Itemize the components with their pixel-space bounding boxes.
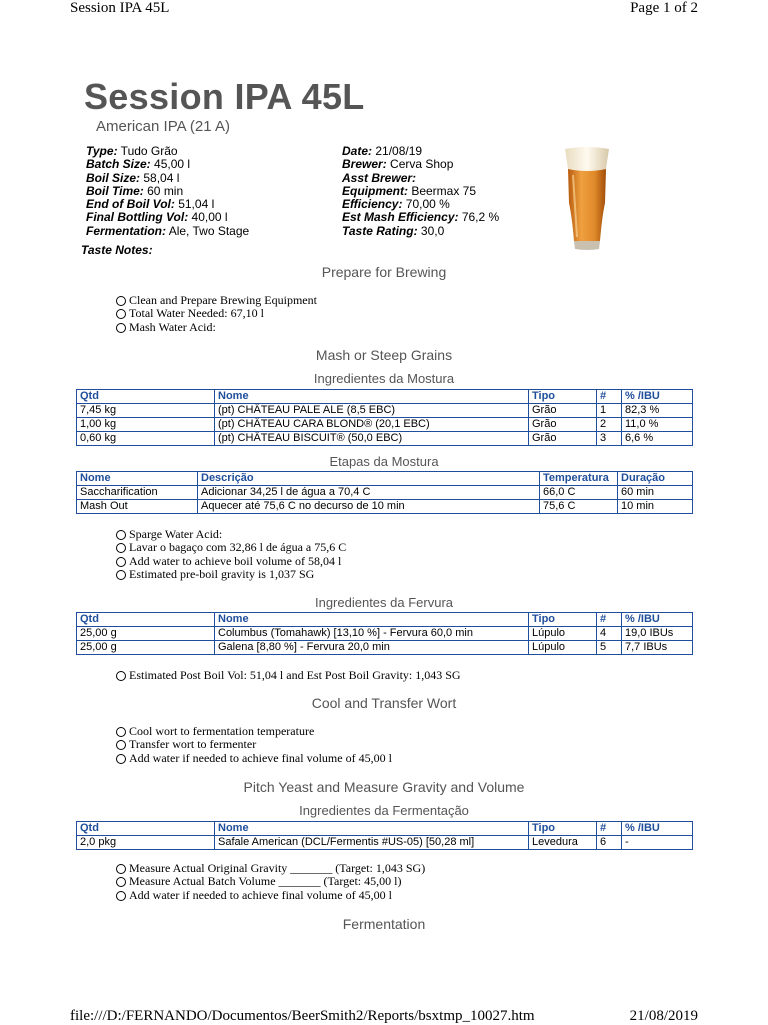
- table-cell: Levedura: [529, 836, 597, 850]
- radio-circle-icon[interactable]: [116, 530, 126, 540]
- info-row: [342, 225, 499, 238]
- page-footer-url: file:///D:/FERNANDO/Documentos/BeerSmith2/Reports/bsxtmp_10027.htm: [70, 1008, 535, 1024]
- table-cell: Grão: [529, 418, 597, 432]
- cool-checklist: [116, 725, 392, 765]
- table-header-cell: Qtd: [77, 390, 215, 404]
- info-label: Boil Size:: [86, 170, 141, 185]
- info-value: 60 min: [143, 183, 184, 198]
- table-cell: Adicionar 34,25 l de água a 70,4 C: [198, 486, 540, 500]
- table-cell: 4: [597, 627, 622, 641]
- table-cell: Saccharification: [77, 486, 198, 500]
- radio-circle-icon[interactable]: [116, 557, 126, 567]
- table-cell: 6: [597, 836, 622, 850]
- radio-circle-icon[interactable]: [116, 543, 126, 553]
- info-value: 21/08/19: [372, 144, 423, 158]
- table-header-cell: Tipo: [529, 822, 597, 836]
- table-header-cell: % /IBU: [622, 613, 693, 627]
- table-cell: 5: [597, 641, 622, 655]
- checklist-item: [116, 862, 425, 875]
- info-row: [86, 185, 249, 198]
- info-label: Boil Time:: [86, 183, 144, 198]
- section-cool-heading: Cool and Transfer Wort: [311, 695, 457, 711]
- info-row: [342, 172, 499, 185]
- table-header-cell: Nome: [215, 822, 529, 836]
- table-cell: 7,45 kg: [77, 404, 215, 418]
- table-cell: 3: [597, 432, 622, 446]
- info-value: 40,00 l: [188, 210, 228, 225]
- table-header-cell: Qtd: [77, 613, 215, 627]
- info-value: 30,0: [417, 223, 445, 238]
- table-cell: Aquecer até 75,6 C no decurso de 10 min: [198, 500, 540, 514]
- info-label: Asst Brewer:: [342, 170, 417, 185]
- radio-circle-icon[interactable]: [116, 323, 126, 333]
- table-cell: Safale American (DCL/Fermentis #US-05) [50,28 ml]: [215, 836, 529, 850]
- info-row: [342, 198, 499, 211]
- checklist-item-label: Mash Water Acid:: [129, 319, 216, 334]
- table-header-cell: % /IBU: [622, 822, 693, 836]
- checklist-item-label: Add water if needed to achieve final volume of 45,00 l: [129, 750, 392, 765]
- table-header-cell: Temperatura: [540, 472, 618, 486]
- radio-circle-icon[interactable]: [116, 891, 126, 901]
- table-header-row: [77, 390, 693, 404]
- recipe-style: American IPA (21 A): [96, 118, 230, 135]
- page-footer-date: 21/08/2019: [629, 1008, 698, 1024]
- recipe-info-right: [342, 145, 499, 238]
- table-cell: 19,0 IBUs: [622, 627, 693, 641]
- mash-steps-heading: Etapas da Mostura: [329, 454, 439, 469]
- table-cell: 11,0 %: [622, 418, 693, 432]
- table-header-cell: #: [597, 822, 622, 836]
- table-cell: 1,00 kg: [77, 418, 215, 432]
- info-value: 58,04 l: [140, 170, 180, 185]
- info-row: [86, 211, 249, 224]
- table-cell: 25,00 g: [77, 627, 215, 641]
- info-label: Efficiency:: [342, 197, 403, 212]
- table-header-cell: Qtd: [77, 822, 215, 836]
- table-header-cell: #: [597, 390, 622, 404]
- table-cell: 82,3 %: [622, 404, 693, 418]
- table-header-cell: Nome: [77, 472, 198, 486]
- checklist-item: [116, 568, 346, 581]
- checklist-item-label: Total Water Needed: 67,10 l: [129, 306, 264, 321]
- table-header-cell: Duração: [618, 472, 693, 486]
- table-row: [77, 486, 693, 500]
- section-prepare-heading: Prepare for Brewing: [321, 264, 447, 280]
- checklist-item-label: Sparge Water Acid:: [129, 527, 223, 541]
- radio-circle-icon[interactable]: [116, 727, 126, 737]
- measure-checklist: [116, 862, 425, 902]
- checklist-item-label: Measure Actual Batch Volume _______ (Target: 45,00 l): [129, 874, 402, 889]
- checklist-item: [116, 875, 425, 888]
- checklist-item: [116, 752, 392, 765]
- checklist-item-label: Add water to achieve boil volume of 58,04 l: [129, 553, 342, 568]
- table-cell: (pt) CHÂTEAU CARA BLOND® (20,1 EBC): [215, 418, 529, 432]
- table-cell: (pt) CHÂTEAU BISCUIT® (50,0 EBC): [215, 432, 529, 446]
- table-cell: 10 min: [618, 500, 693, 514]
- table-header-cell: Nome: [215, 390, 529, 404]
- table-row: [77, 500, 693, 514]
- ferm-ingredients-table: [76, 821, 693, 850]
- info-row: [86, 158, 249, 171]
- info-label: Equipment:: [342, 183, 408, 198]
- checklist-item-label: Clean and Prepare Brewing Equipment: [129, 293, 317, 307]
- boil-ingredients-table: [76, 612, 693, 655]
- checklist-item: [116, 725, 392, 738]
- info-row: [86, 145, 249, 158]
- info-row: [86, 225, 249, 238]
- checklist-item: [116, 321, 317, 334]
- table-cell: -: [622, 836, 693, 850]
- section-pitch-heading: Pitch Yeast and Measure Gravity and Volume: [243, 779, 525, 795]
- table-header-row: [77, 472, 693, 486]
- radio-circle-icon[interactable]: [116, 671, 126, 681]
- info-value: 45,00 l: [150, 157, 191, 172]
- checklist-item-label: Measure Actual Original Gravity _______ (Target: 1,043 SG): [129, 861, 426, 875]
- info-label: Est Mash Efficiency:: [342, 210, 459, 225]
- info-label: Type:: [86, 144, 118, 158]
- table-cell: Lúpulo: [529, 627, 597, 641]
- table-header-cell: Descrição: [198, 472, 540, 486]
- table-header-cell: Tipo: [529, 613, 597, 627]
- table-header-cell: Nome: [215, 613, 529, 627]
- recipe-info-left: [86, 145, 249, 238]
- table-row: [77, 627, 693, 641]
- info-row: [342, 185, 499, 198]
- checklist-item: [116, 528, 346, 541]
- radio-circle-icon[interactable]: [116, 296, 126, 306]
- table-cell: 0,60 kg: [77, 432, 215, 446]
- info-value: 51,04 l: [174, 197, 215, 212]
- radio-circle-icon[interactable]: [116, 570, 126, 580]
- ferm-ingredients-heading: Ingredientes da Fermentação: [299, 803, 469, 818]
- table-cell: Mash Out: [77, 500, 198, 514]
- table-header-cell: % /IBU: [622, 390, 693, 404]
- checklist-item-label: Cool wort to fermentation temperature: [129, 724, 315, 738]
- mash-ingredients-table: [76, 389, 693, 446]
- radio-circle-icon[interactable]: [116, 740, 126, 750]
- info-value: Tudo Grão: [117, 144, 178, 158]
- checklist-item-label: Estimated pre-boil gravity is 1,037 SG: [129, 567, 315, 582]
- info-label: Fermentation:: [86, 223, 167, 238]
- checklist-item-label: Add water if needed to achieve final volume of 45,00 l: [129, 887, 392, 902]
- mash-ingredients-heading: Ingredientes da Mostura: [313, 371, 455, 386]
- table-cell: Grão: [529, 432, 597, 446]
- checklist-item: [116, 307, 317, 320]
- info-label: Date:: [342, 144, 373, 158]
- info-value: Ale, Two Stage: [166, 223, 250, 238]
- table-row: [77, 836, 693, 850]
- checklist-item-label: Lavar o bagaço com 32,86 l de água a 75,6 C: [129, 540, 347, 555]
- beer-glass-icon: [563, 145, 611, 251]
- info-label: Batch Size:: [86, 157, 151, 172]
- table-cell: 60 min: [618, 486, 693, 500]
- radio-circle-icon[interactable]: [116, 754, 126, 764]
- table-cell: 7,7 IBUs: [622, 641, 693, 655]
- info-label: Final Bottling Vol:: [86, 210, 189, 225]
- table-cell: 66,0 C: [540, 486, 618, 500]
- checklist-item-label: Transfer wort to fermenter: [129, 737, 257, 752]
- info-row: [342, 145, 499, 158]
- recipe-title: Session IPA 45L: [84, 76, 365, 117]
- table-header-cell: #: [597, 613, 622, 627]
- checklist-item: [116, 669, 461, 682]
- table-cell: 75,6 C: [540, 500, 618, 514]
- table-header-row: [77, 613, 693, 627]
- table-cell: Grão: [529, 404, 597, 418]
- info-label: Taste Rating:: [342, 223, 418, 238]
- table-header-cell: Tipo: [529, 390, 597, 404]
- info-value: Beermax 75: [408, 183, 477, 198]
- page-number: Page 1 of 2: [630, 0, 698, 16]
- table-cell: 1: [597, 404, 622, 418]
- sparge-checklist: [116, 528, 346, 582]
- info-row: [86, 172, 249, 185]
- info-row: [342, 211, 499, 224]
- radio-circle-icon[interactable]: [116, 877, 126, 887]
- info-label: End of Boil Vol:: [86, 197, 175, 212]
- radio-circle-icon[interactable]: [116, 309, 126, 319]
- table-cell: Columbus (Tomahawk) [13,10 %] - Fervura 60,0 min: [215, 627, 529, 641]
- table-row: [77, 432, 693, 446]
- mash-steps-table: [76, 471, 693, 514]
- taste-notes-label: Taste Notes:: [81, 243, 153, 257]
- table-cell: Galena [8,80 %] - Fervura 20,0 min: [215, 641, 529, 655]
- table-cell: 25,00 g: [77, 641, 215, 655]
- section-fermentation-heading: Fermentation: [342, 916, 426, 932]
- table-cell: (pt) CHÂTEAU PALE ALE (8,5 EBC): [215, 404, 529, 418]
- info-row: [86, 198, 249, 211]
- info-value: Cerva Shop: [386, 157, 454, 172]
- table-cell: 2: [597, 418, 622, 432]
- page-header-title: Session IPA 45L: [70, 0, 170, 16]
- info-row: [342, 158, 499, 171]
- table-row: [77, 641, 693, 655]
- table-cell: Lúpulo: [529, 641, 597, 655]
- info-value: 70,00 %: [402, 197, 450, 212]
- section-mash-heading: Mash or Steep Grains: [315, 347, 453, 363]
- checklist-item: [116, 738, 392, 751]
- info-label: Brewer:: [342, 157, 387, 172]
- boil-ingredients-heading: Ingredientes da Fervura: [314, 595, 454, 610]
- radio-circle-icon[interactable]: [116, 864, 126, 874]
- table-row: [77, 418, 693, 432]
- table-header-row: [77, 822, 693, 836]
- checklist-item: [116, 555, 346, 568]
- table-row: [77, 404, 693, 418]
- checklist-item: [116, 889, 425, 902]
- post-boil-checklist: [116, 669, 461, 682]
- table-cell: 6,6 %: [622, 432, 693, 446]
- checklist-item: [116, 541, 346, 554]
- checklist-item: [116, 294, 317, 307]
- prepare-checklist: [116, 294, 317, 334]
- info-value: 76,2 %: [458, 210, 500, 225]
- table-cell: 2,0 pkg: [77, 836, 215, 850]
- checklist-item-label: Estimated Post Boil Vol: 51,04 l and Est Post Boil Gravity: 1,043 SG: [129, 668, 461, 682]
